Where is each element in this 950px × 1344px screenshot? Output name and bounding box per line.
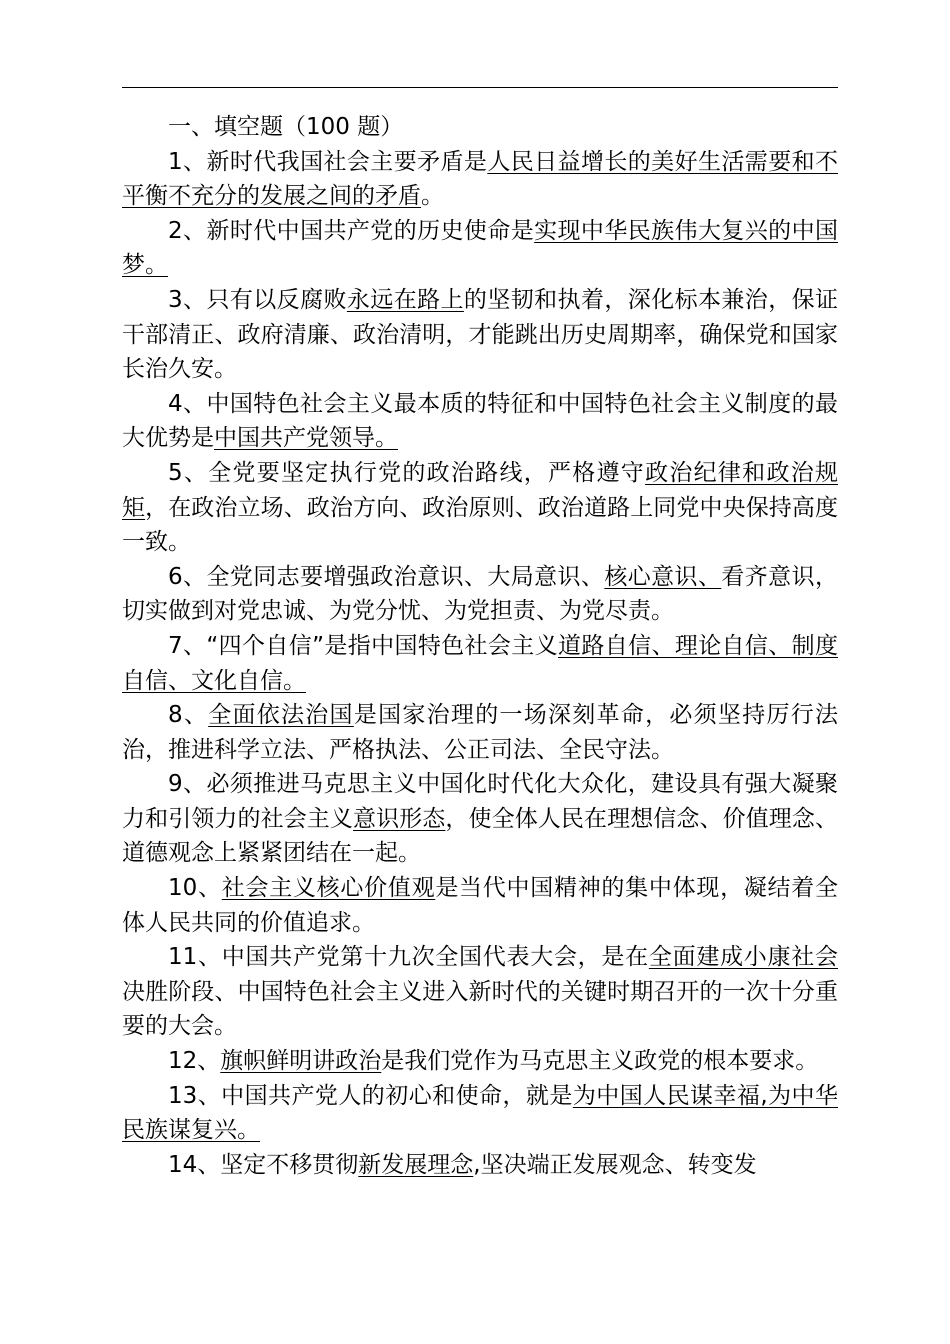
question-text: 的坚韧和执着，深化标本兼治，保证干部清正、政府清廉、政治清明，才能跳出历史周期率，确保党和国家长治久安。 xyxy=(122,286,839,383)
document-body xyxy=(122,110,838,1182)
question-item xyxy=(122,1044,838,1079)
answer-text: 永远在路上 xyxy=(346,286,464,313)
question-text: 是国家治理的一场深刻革命，必须坚持厉行法治，推进科学立法、严格执法、公正司法、全民守法。 xyxy=(122,702,839,763)
question-text: 1、新时代我国社会主要矛盾是 xyxy=(168,148,488,175)
question-item xyxy=(122,456,838,560)
question-text: 。 xyxy=(421,183,444,210)
question-item xyxy=(122,387,838,456)
answer-text: 意识形态 xyxy=(353,805,446,832)
question-text: 9、必须推进马克思主义中国化时代化大众化，建设具有强大凝聚力和引领力的社会主义 xyxy=(122,771,838,832)
question-text: 4、中国特色社会主义最本质的特征和中国特色社会主义制度的最大优势是 xyxy=(122,390,838,452)
question-text: 是当代中国精神的集中体现，凝结着全体人民共同的价值追求。 xyxy=(122,875,838,936)
answer-text: 中国共产党领导。 xyxy=(214,425,398,452)
section-heading: 一、填空题（100 题） xyxy=(168,114,404,140)
answer-text: 为中国人民谋幸福,为中华民族谋复兴。 xyxy=(122,1082,838,1144)
question-item xyxy=(122,629,838,698)
question-item xyxy=(122,940,838,1044)
question-text: 14、坚定不移贯彻 xyxy=(168,1151,359,1178)
question-text: 7、“四个自信”是指中国特色社会主义 xyxy=(168,632,559,659)
answer-text: 核心意识、 xyxy=(604,563,722,590)
question-text: ，在政治立场、政治方向、政治原则、政治道路上同党中央保持高度一致。 xyxy=(122,494,839,556)
question-item xyxy=(122,560,838,629)
header-rule xyxy=(122,87,838,88)
question-text: 12、 xyxy=(168,1048,221,1075)
question-text: 5、全党要坚定执行党的政治路线，严格遵守 xyxy=(168,459,646,486)
question-text: 3、只有以反腐败 xyxy=(168,286,347,313)
question-text: 看齐意识，切实做到对党忠诚、为党分忧、为党担责、为党尽责。 xyxy=(122,563,838,625)
question-text: 10、 xyxy=(168,875,222,902)
question-text: 8、 xyxy=(168,702,209,729)
question-item xyxy=(122,871,838,940)
question-text: 决胜阶段、中国特色社会主义进入新时代的关键时期召开的一次十分重要的大会。 xyxy=(122,978,838,1040)
question-item xyxy=(122,698,838,767)
answer-text: 旗帜鲜明讲政治 xyxy=(220,1048,382,1075)
question-text: 6、全党同志要增强政治意识、大局意识、 xyxy=(168,563,605,590)
answer-text: 新发展理念 xyxy=(358,1151,474,1178)
question-text: ，使全体人民在理想信念、价值理念、道德观念上紧紧团结在一起。 xyxy=(122,805,839,867)
question-text: ,坚决端正发展观念、转变发 xyxy=(473,1151,757,1178)
question-item xyxy=(122,145,838,214)
answer-text: 全面建成小康社会 xyxy=(648,944,838,971)
question-item xyxy=(122,1079,838,1148)
question-item xyxy=(122,1148,838,1183)
question-item xyxy=(122,214,838,283)
answer-text: 政治纪律和政治规矩 xyxy=(122,459,839,521)
question-item xyxy=(122,767,838,871)
answer-text: 人民日益增长的美好生活需要和不平衡不充分的发展之间的矛盾 xyxy=(122,148,839,210)
answer-text: 实现中华民族伟大复兴的中国梦。 xyxy=(122,217,838,279)
question-text: 13、中国共产党人的初心和使命，就是 xyxy=(168,1082,573,1109)
question-text: 是我们党作为马克思主义政党的根本要求。 xyxy=(381,1048,819,1075)
question-item xyxy=(122,283,838,387)
answer-text: 社会主义核心价值观 xyxy=(221,875,436,902)
question-text: 2、新时代中国共产党的历史使命是 xyxy=(168,217,535,244)
answer-text: 全面依法治国 xyxy=(208,702,354,729)
question-text: 11、中国共产党第十九次全国代表大会，是在 xyxy=(168,944,649,971)
answer-text: 道路自信、理论自信、制度自信、文化自信。 xyxy=(122,632,839,694)
question-list xyxy=(122,145,838,1183)
